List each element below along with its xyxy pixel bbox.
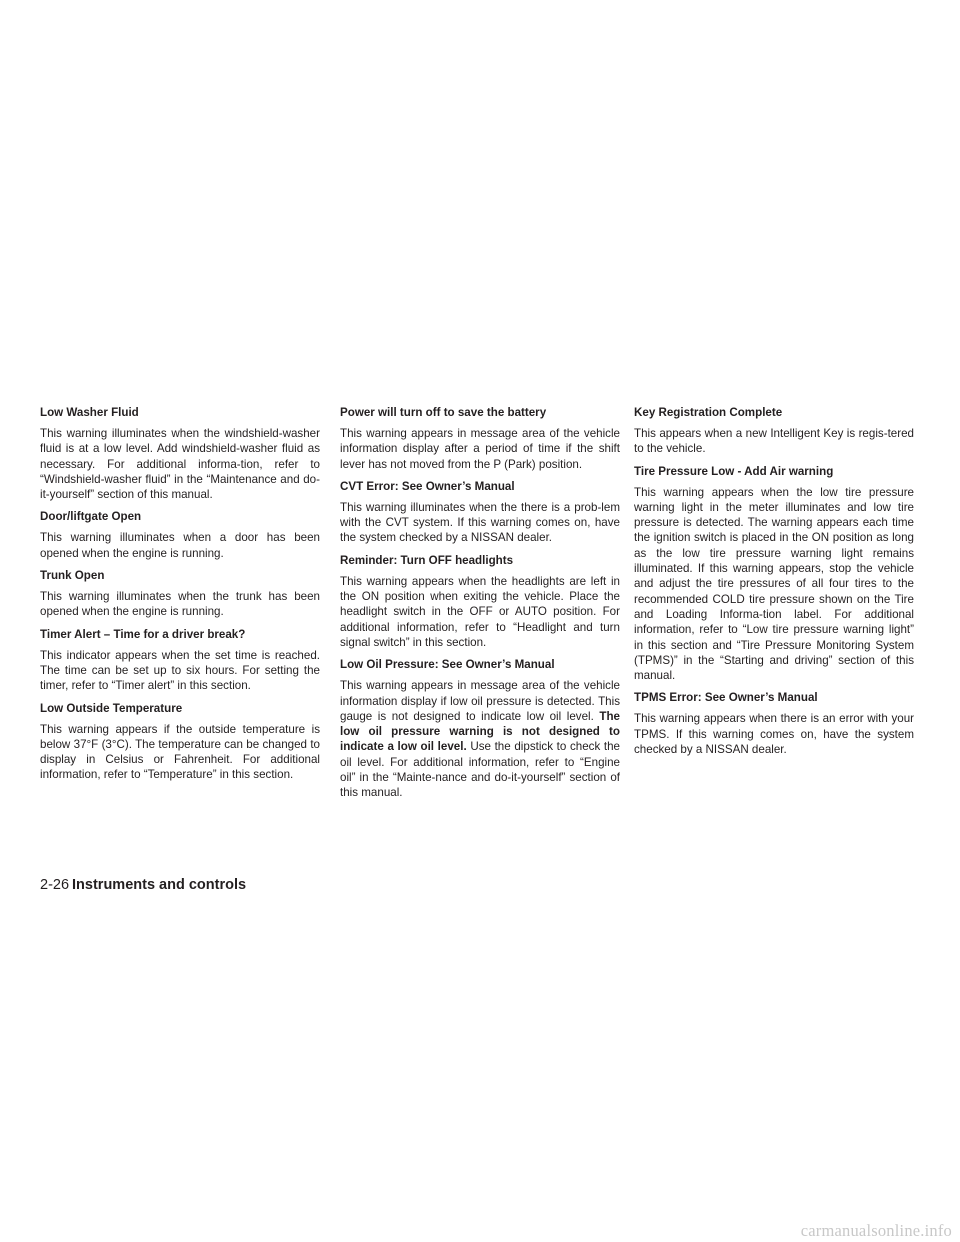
section-body: This warning appears when the low tire pressure warning light in the meter illuminates and low tire pressure is detected. The warning appears each time the ignition switch is placed in the ON position as long as the low tire pressure warning light remains illuminated. If this warning appears, stop the vehicle and adjust the tire pressures of all four tires to the recommended COLD tire pressure shown on the Tire and Loading Informa-tion label. For additional information, refer to “Low tire pressure warning light” in this section and “Tire Pressure Monitoring System (TPMS)” in the “Starting and driving” section of this manual. (634, 485, 914, 683)
section-body: This warning appears when there is an error with your TPMS. If this warning comes on, have the system checked by a NISSAN dealer. (634, 712, 914, 757)
section-body: This warning illuminates when a door has been opened when the engine is running. (40, 531, 320, 560)
body-text: This warning appears in message area of the vehicle information display if low oil pressure is detected. This gauge is not designed to indicate low oil level. (340, 679, 620, 723)
section-body (340, 678, 620, 800)
section-heading: Reminder: Turn OFF headlights (340, 553, 514, 567)
body-text: Use the dipstick to check the oil level. For additional information, refer to “Engine oil” in the “Mainte-nance and do-it-yourself” section of this manual. (340, 740, 621, 800)
section-door-liftgate-open (40, 509, 320, 561)
section-heading: Key Registration Complete (634, 406, 783, 419)
chapter-title: Instruments and controls (72, 877, 247, 893)
section-body: This warning illuminates when the trunk has been opened when the engine is running. (40, 590, 320, 619)
section-heading: Low Oil Pressure: See Owner’s Manual (340, 658, 555, 672)
column-1 (40, 405, 320, 790)
section-body: This warning appears when the headlights are left in the ON position when exiting the vehicle. Place the headlight switch in the OFF or AUTO position. For additional information, refer to “Headlight and turn signal switch” in this section. (340, 574, 620, 649)
section-heading: Low Washer Fluid (40, 406, 139, 419)
section-body: This warning appears in message area of the vehicle information display after a period of time if the shift lever has not moved from the P (Park) position. (340, 427, 620, 471)
section-heading: Trunk Open (40, 569, 105, 583)
section-body: This appears when a new Intelligent Key is regis-tered to the vehicle. (634, 427, 914, 456)
section-timer-alert (40, 627, 320, 694)
column-3 (634, 405, 914, 764)
body-bold-warning: The low oil pressure warning is not designed to indicate a low oil level. (340, 709, 620, 754)
section-power-will-turn-off (340, 405, 620, 472)
section-key-registration (634, 405, 914, 457)
page-footer (40, 876, 246, 894)
section-body: This indicator appears when the set time is reached. The time can be set up to six hours. For setting the timer, refer to “Timer alert” in this section. (40, 648, 320, 693)
watermark: carmanualsonline.info (800, 1221, 952, 1240)
section-body: This warning appears if the outside temperature is below 37°F (3°C). The temperature can be changed to display in Celsius or Fahrenheit. For additional information, refer to “Temperature” in this section. (40, 722, 320, 782)
section-low-outside-temperature (40, 701, 320, 783)
section-trunk-open (40, 568, 320, 620)
page-number: 2-26 (40, 877, 70, 893)
section-low-washer-fluid (40, 405, 320, 502)
section-reminder-headlights (340, 553, 620, 650)
section-heading: Power will turn off to save the battery (340, 406, 547, 419)
section-heading: Timer Alert – Time for a driver break? (40, 627, 246, 641)
section-heading: Low Outside Temperature (40, 701, 183, 715)
section-tire-pressure-low (634, 464, 914, 684)
section-heading: Door/liftgate Open (40, 510, 142, 524)
section-body: This warning illuminates when the windshield-washer fluid is at a low level. Add windshield-washer fluid as necessary. For additional informa-tion, refer to “Windshield-washer fluid” in the “Maintenance and do-it-yourself” section of this manual. (40, 427, 320, 502)
section-cvt-error (340, 479, 620, 546)
section-heading: Tire Pressure Low - Add Air warning (634, 464, 834, 478)
section-tpms-error (634, 690, 914, 757)
section-low-oil-pressure (340, 657, 620, 800)
section-body: This warning illuminates when the there is a prob-lem with the CVT system. If this warning comes on, have the system checked by a NISSAN dealer. (340, 500, 620, 545)
column-2 (340, 405, 620, 808)
section-heading: CVT Error: See Owner’s Manual (340, 479, 515, 493)
section-heading: TPMS Error: See Owner’s Manual (634, 691, 818, 705)
